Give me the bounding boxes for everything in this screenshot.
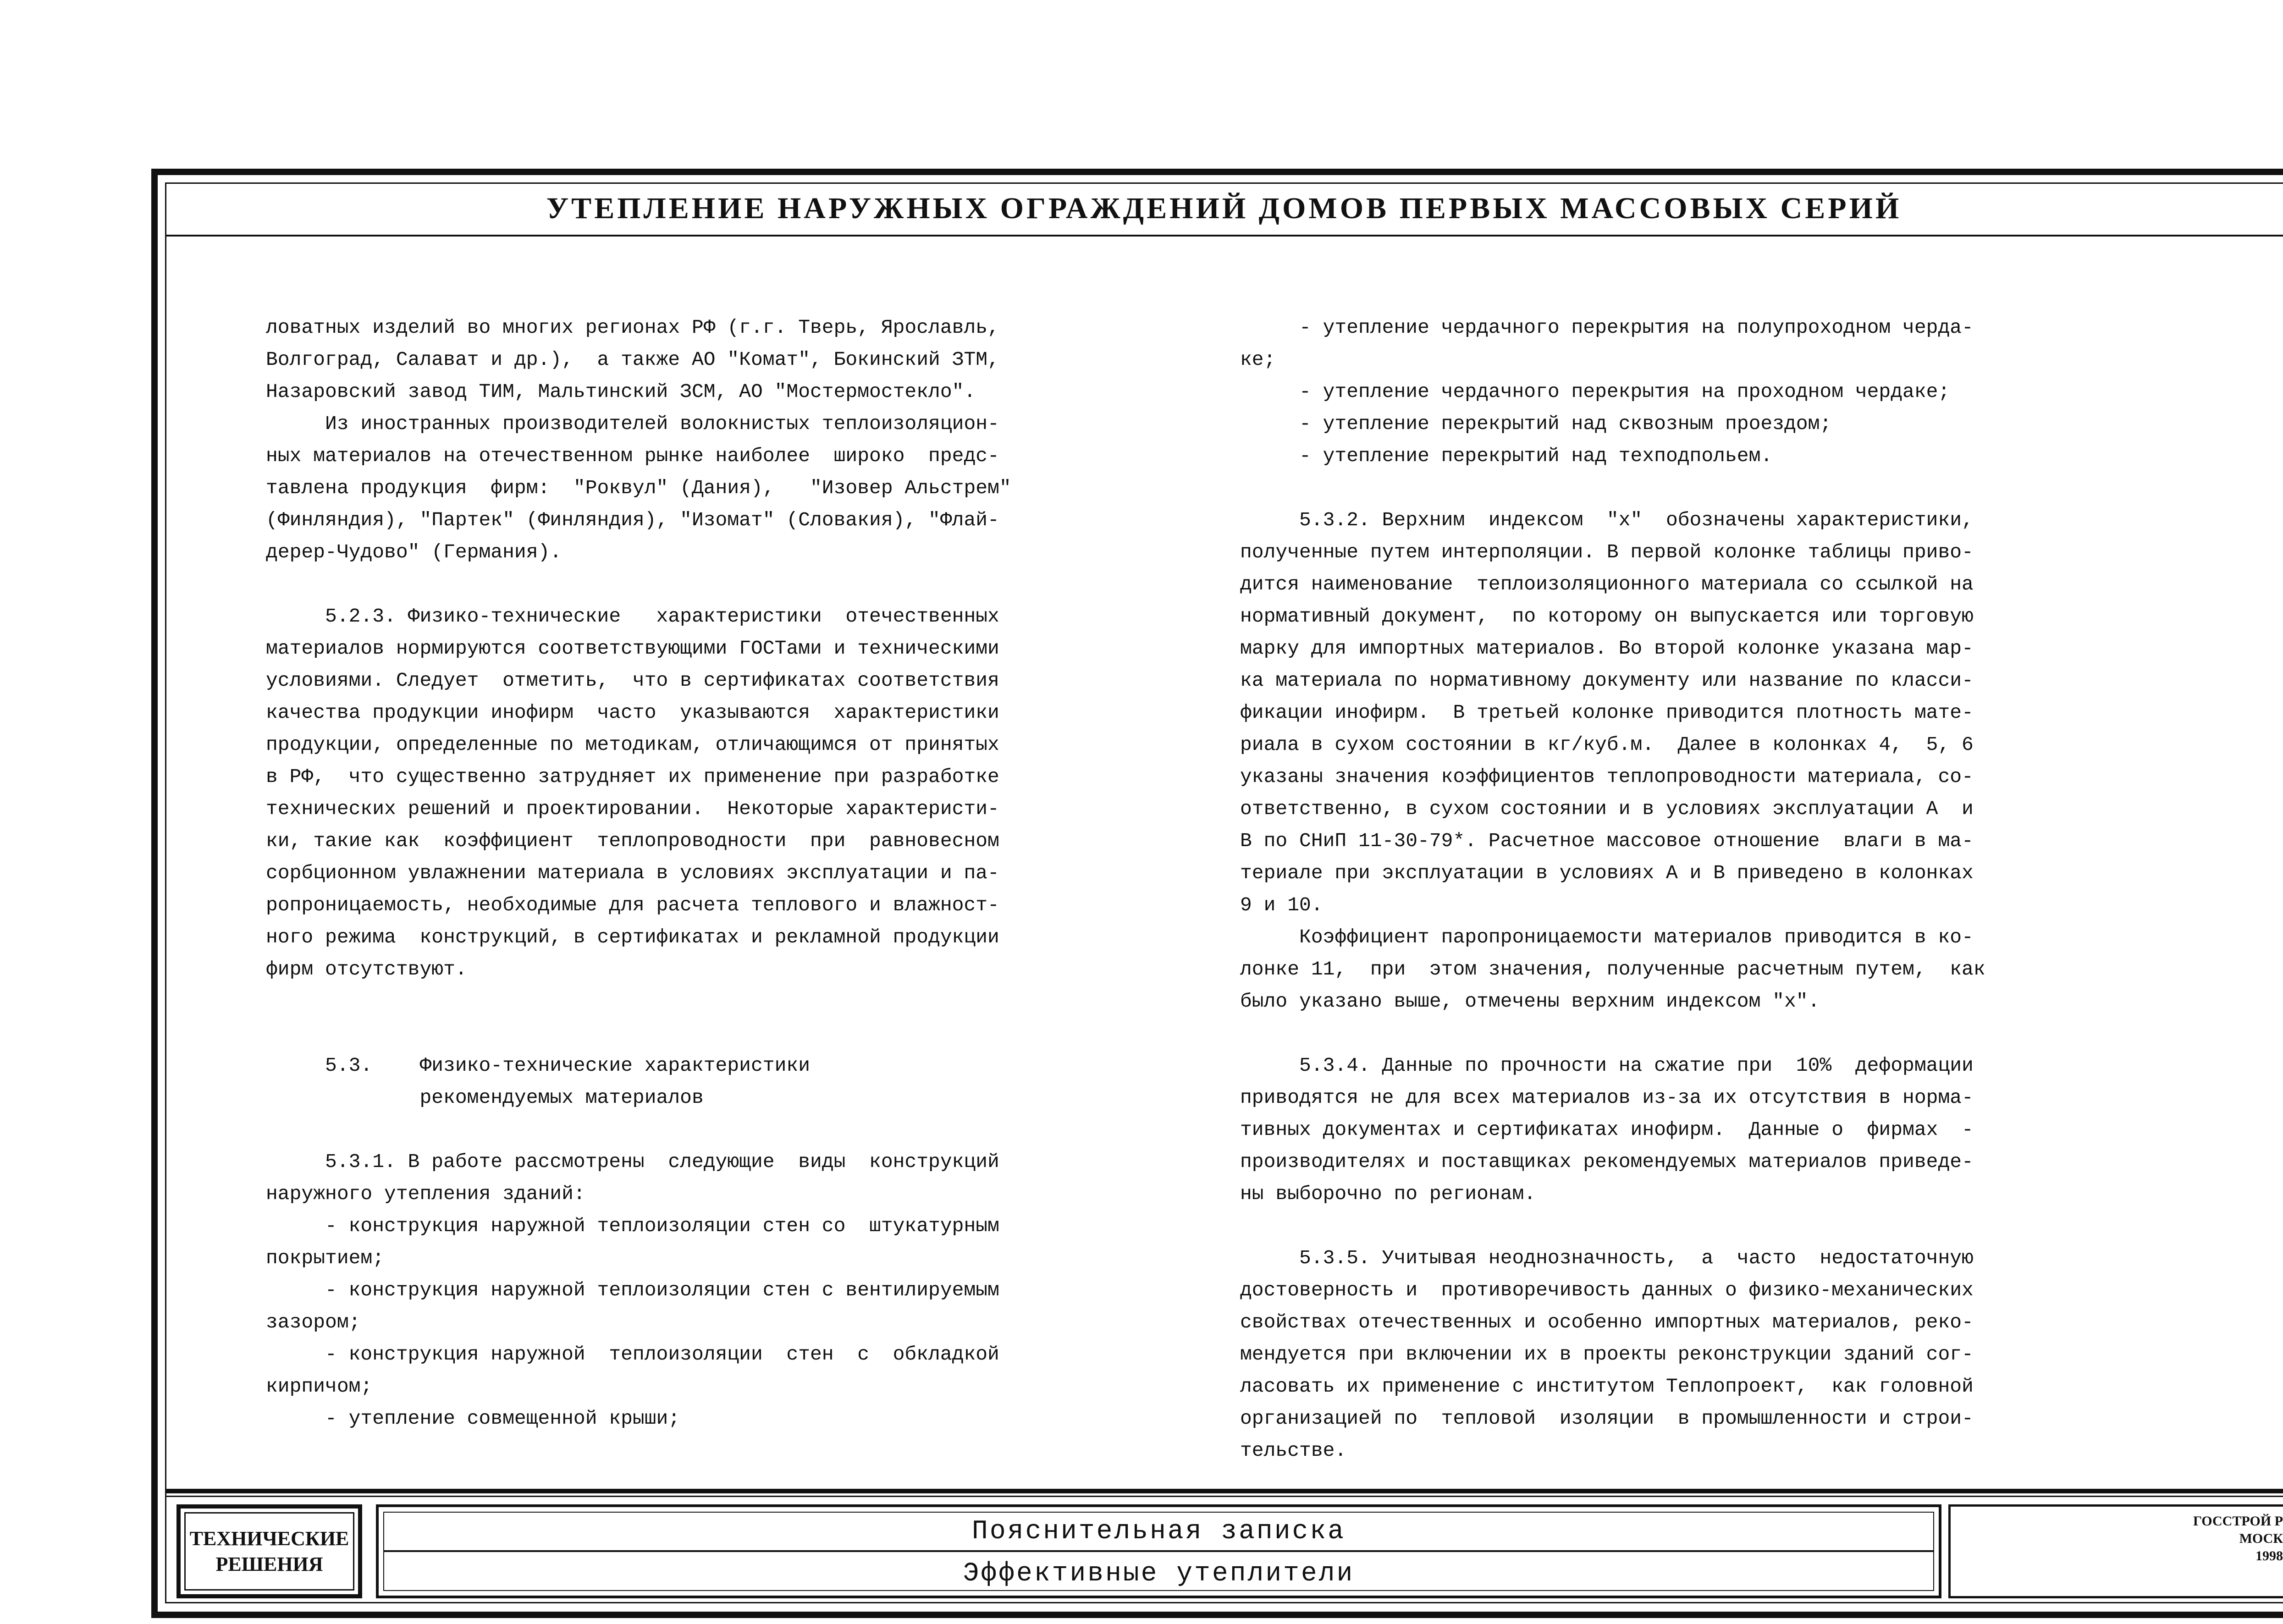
right-text-line: ласовать их применение с институтом Теплопроект, как головной xyxy=(1240,1375,1974,1398)
left-text-line: в РФ, что существенно затрудняет их применение при разработке xyxy=(266,765,999,788)
document-title: УТЕПЛЕНИЕ НАРУЖНЫХ ОГРАЖДЕНИЙ ДОМОВ ПЕРВЫХ МАССОВЫХ СЕРИЙ xyxy=(546,192,1902,225)
right-text-line: указаны значения коэффициентов теплопроводности материала, со- xyxy=(1240,765,1974,788)
left-text-line: Волгоград, Салават и др.), а также АО "Комат", Бокинский ЗТМ, xyxy=(266,348,999,371)
right-text-line: тивных документах и сертификатах инофирм. Данные о фирмах - xyxy=(1240,1118,1974,1141)
right-text-line: - утепление перекрытий над техподпольем. xyxy=(1240,445,1773,467)
right-text-line xyxy=(1240,472,2047,504)
right-text-column xyxy=(1240,312,2047,1467)
left-text-line: Из иностранных производителей волокнистых теплоизоляцион- xyxy=(266,413,999,435)
right-text-line: ны выборочно по регионам. xyxy=(1240,1183,1536,1205)
left-text-line: Назаровский завод ТИМ, Мальтинский ЗСМ, АО "Мостермостекло". xyxy=(266,380,976,403)
left-text-line: сорбционном увлажнении материала в условиях эксплуатации и па- xyxy=(266,862,999,884)
right-text-line: производителях и поставщиках рекомендуемых материалов приведе- xyxy=(1240,1151,1974,1173)
right-text-line: достоверность и противоречивость данных о физико-механических xyxy=(1240,1279,1974,1301)
right-text-line xyxy=(1240,1210,2047,1242)
right-text-line: - утепление чердачного перекрытия на полупроходном черда- xyxy=(1240,316,1974,339)
left-text-line: - конструкция наружной теплоизоляции стен с вентилируемым xyxy=(266,1279,999,1301)
left-text-line: ки, такие как коэффициент теплопроводности при равновесном xyxy=(266,830,999,852)
left-text-line: фирм отсутствуют. xyxy=(266,958,467,980)
left-text-line xyxy=(266,1018,1073,1050)
document-name-box xyxy=(376,1504,1941,1598)
left-text-line xyxy=(266,985,1073,1018)
right-text-line: 5.3.5. Учитывая неоднозначность, а часто недостаточную xyxy=(1240,1247,1974,1269)
right-text-line: организацией по тепловой изоляции в промышленности и строи- xyxy=(1240,1407,1974,1430)
left-text-line: кирпичом; xyxy=(266,1375,373,1398)
left-text-line: - утепление совмещенной крыши; xyxy=(266,1407,680,1430)
organization-line3: 1998 xyxy=(2255,1548,2283,1563)
document-name-line1: Пояснительная записка xyxy=(972,1516,1346,1547)
right-text-line: лонке 11, при этом значения, полученные расчетным путем, как xyxy=(1240,958,1985,980)
left-text-line: 5.3. Физико-технические характеристики xyxy=(266,1054,810,1077)
right-text-line: - утепление чердачного перекрытия на проходном чердаке; xyxy=(1240,380,1950,403)
left-text-line: - конструкция наружной теплоизоляции стен со штукатурным xyxy=(266,1215,999,1237)
tech-solutions-box xyxy=(176,1504,362,1598)
right-text-line: 5.3.4. Данные по прочности на сжатие при 10% деформации xyxy=(1240,1054,1974,1077)
right-text-line: приводятся не для всех материалов из-за их отсутствия в норма- xyxy=(1240,1086,1974,1109)
left-text-line: ловатных изделий во многих регионах РФ (г.г. Тверь, Ярославль, xyxy=(266,316,999,339)
right-text-line xyxy=(1240,1018,2047,1050)
right-text-line: дится наименование теплоизоляционного материала со ссылкой на xyxy=(1240,573,1974,595)
right-text-line: ответственно, в сухом состоянии и в условиях эксплуатации А и xyxy=(1240,798,1974,820)
stamp-divider-thick xyxy=(165,1489,2283,1493)
right-text-line: Коэффициент паропроницаемости материалов приводится в ко- xyxy=(1240,926,1974,948)
left-text-line: материалов нормируются соответствующими ГОСТами и техническими xyxy=(266,637,999,660)
left-text-line: ных материалов на отечественном рынке наиболее широко предс- xyxy=(266,445,999,467)
left-text-line: технических решений и проектировании. Некоторые характеристи- xyxy=(266,798,999,820)
left-text-line: (Финляндия), "Партек" (Финляндия), "Изомат" (Словакия), "Флай- xyxy=(266,509,999,531)
organization-text xyxy=(1954,1513,2283,1565)
left-text-line xyxy=(266,568,1073,600)
left-text-line: качества продукции инофирм часто указываются характеристики xyxy=(266,701,999,724)
left-text-line xyxy=(266,1114,1073,1146)
left-text-line: 5.3.1. В работе рассмотрены следующие виды конструкций xyxy=(266,1151,999,1173)
right-text-line: - утепление перекрытий над сквозным проездом; xyxy=(1240,413,1832,435)
right-text-line: 9 и 10. xyxy=(1240,894,1323,916)
left-text-line: - конструкция наружной теплоизоляции стен с обкладкой xyxy=(266,1343,999,1365)
right-text-line: нормативный документ, по которому он выпускается или торговую xyxy=(1240,605,1974,628)
right-text-line: мендуется при включении их в проекты реконструкции зданий сог- xyxy=(1240,1343,1974,1365)
left-text-line: ного режима конструкций, в сертификатах и рекламной продукции xyxy=(266,926,999,948)
right-text-line: 5.3.2. Верхним индексом "х" обозначены характеристики, xyxy=(1240,509,1974,531)
right-text-line: ке; xyxy=(1240,348,1276,371)
right-text-line: риала в сухом состоянии в кг/куб.м. Далее в колонках 4, 5, 6 xyxy=(1240,733,1974,756)
right-text-line: свойствах отечественных и особенно импортных материалов, реко- xyxy=(1240,1311,1974,1333)
title-divider xyxy=(165,235,2283,237)
left-text-line: продукции, определенные по методикам, отличающимся от принятых xyxy=(266,733,999,756)
left-text-line: наружного утепления зданий: xyxy=(266,1183,585,1205)
left-text-line: ропроницаемость, необходимые для расчета теплового и влажност- xyxy=(266,894,999,916)
right-text-line: ка материала по нормативному документу или название по класси- xyxy=(1240,669,1974,692)
right-text-line: териале при эксплуатации в условиях А и В приведено в колонках xyxy=(1240,862,1974,884)
left-text-column xyxy=(266,312,1073,1435)
left-text-line: рекомендуемых материалов xyxy=(266,1086,704,1109)
right-text-line: тельстве. xyxy=(1240,1439,1347,1462)
tech-solutions-line2: РЕШЕНИЯ xyxy=(215,1552,323,1575)
right-text-line: В по СНиП 11-30-79*. Расчетное массовое отношение влаги в ма- xyxy=(1240,830,1974,852)
right-text-line: полученные путем интерполяции. В первой колонке таблицы приво- xyxy=(1240,541,1974,563)
organization-line1: ГОССТРОЙ Р xyxy=(2193,1514,2283,1529)
organization-line2: МОСК xyxy=(2239,1531,2283,1546)
left-text-line: тавлена продукция фирм: "Роквул" (Дания), "Изовер Альстрем" xyxy=(266,477,1011,499)
right-text-line: марку для импортных материалов. Во второй колонке указана мар- xyxy=(1240,637,1974,660)
left-text-line: покрытием; xyxy=(266,1247,385,1269)
document-name-line2: Эффективные утеплители xyxy=(963,1558,1355,1589)
left-text-line: зазором; xyxy=(266,1311,361,1333)
stamp-divider-thin xyxy=(165,1496,2283,1497)
right-text-line: фикации инофирм. В третьей колонке приводится плотность мате- xyxy=(1240,701,1974,724)
left-text-line: дерер-Чудово" (Германия). xyxy=(266,541,562,563)
right-text-line: было указано выше, отмечены верхним индексом "х". xyxy=(1240,990,1820,1013)
left-text-line: условиями. Следует отметить, что в сертификатах соответствия xyxy=(266,669,999,692)
tech-solutions-line1: ТЕХНИЧЕСКИЕ xyxy=(189,1527,349,1550)
left-text-line: 5.2.3. Физико-технические характеристики отечественных xyxy=(266,605,999,628)
